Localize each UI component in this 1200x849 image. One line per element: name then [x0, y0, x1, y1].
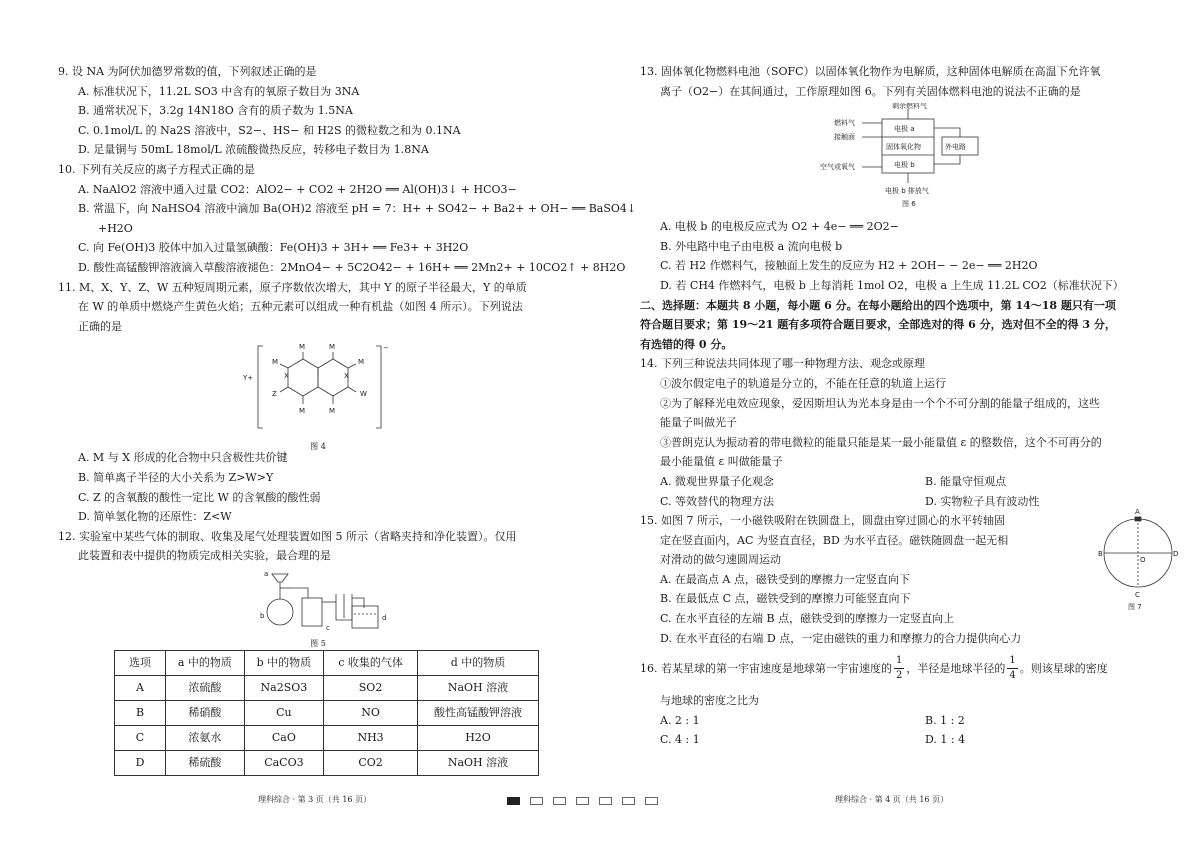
frac1-denominator: 2 — [896, 670, 903, 682]
q11-stem-line-3: 正确的是 — [78, 319, 122, 333]
table-cell: 浓硫酸 — [166, 675, 245, 700]
q12-reagent-table — [114, 650, 539, 776]
q11-option-c: C. Z 的含氧酸的酸性一定比 W 的含氧酸的酸性弱 — [78, 490, 321, 504]
q14-statement-2: ②为了解释光电效应现象，爱因斯坦认为光本身是由一个个不可分割的能量子组成的，这些 — [660, 396, 1100, 410]
q11-option-a: A. M 与 X 形成的化合物中只含极性共价键 — [78, 451, 288, 465]
q12-stem-line-1: 12. 实验室中某些气体的制取、收集及尾气处理装置如图 5 所示（省略夹持和净化装置）。仅用 — [58, 529, 517, 543]
q15-option-c: C. 在水平直径的左端 B 点，磁铁受到的摩擦力一定竖直向上 — [660, 612, 955, 626]
atom-z: Z — [272, 390, 277, 399]
table-cell: Cu — [244, 700, 323, 725]
table-cell: CO2 — [324, 750, 418, 775]
table-cell: C — [115, 725, 166, 750]
atom-m-6: M — [358, 358, 365, 367]
q13-option-d: D. 若 CH4 作燃料气，电极 b 上每消耗 1mol O2，电极 a 上生成 11.2L CO2（标准状况下） — [660, 278, 1124, 292]
table-cell: NO — [324, 700, 418, 725]
q11-stem-line-1: 11. M、X、Y、Z、W 五种短周期元素，原子序数依次增大，其中 Y 的原子半径最大，Y 的单质 — [58, 280, 527, 294]
atom-x-2: X — [344, 372, 349, 381]
anion-charge: − — [383, 344, 389, 353]
question-13 — [640, 62, 1175, 296]
fig7-label-a: A — [1135, 508, 1140, 517]
question-15 — [640, 508, 1178, 648]
q13-stem-line-1: 13. 固体氧化物燃料电池（SOFC）以固体氧化物作为电解质，这种固体电解质在高温下允许氧 — [640, 65, 1101, 78]
q14-statement-3: ③普朗克认为振动着的带电微粒的能量只能是某一最小能量值 ε 的整数倍，这个不可再分的 — [660, 435, 1102, 449]
q10-option-c: C. 向 Fe(OH)3 胶体中加入过量氢碘酸：Fe(OH)3 + 3H+ ══ Fe3+ + 3H2O — [78, 241, 469, 255]
sofc-electrode-a: 电极 a — [894, 125, 915, 134]
q13-option-c: C. 若 H2 作燃料气，接触面上发生的反应为 H2 + 2OH− − 2e− ══ 2H2O — [660, 259, 1038, 273]
atom-x-1: X — [284, 372, 289, 381]
q16-option-a: A. 2 : 1 — [660, 713, 700, 727]
fig7-label-d: D — [1173, 550, 1178, 559]
table-cell: SO2 — [324, 675, 418, 700]
atom-m-3: M — [299, 407, 306, 416]
sofc-air: 空气或氧气 — [820, 163, 855, 172]
q9-option-a: A. 标准状况下，11.2L SO3 中含有的氧原子数目为 3NA — [78, 84, 360, 98]
section-2-line-3: 有选错的得 0 分。 — [640, 337, 733, 351]
q9-option-c: C. 0.1mol/L 的 Na2S 溶液中，S2−、HS− 和 H2S 的微粒数之和为 0.1NA — [78, 123, 461, 137]
table-cell: D — [115, 750, 166, 775]
table-cell: A — [115, 675, 166, 700]
fig5-label-d: d — [382, 613, 387, 622]
frac1-numerator: 1 — [894, 654, 904, 669]
page-dot-4[interactable] — [576, 797, 589, 805]
q16-text-before: 16. 若某星球的第一宇宙速度是地球第一宇宙速度的 — [640, 661, 892, 675]
fig7-label-o: O — [1140, 556, 1146, 565]
table-cell: NaOH 溶液 — [418, 675, 539, 700]
q14-option-d: D. 实物粒子具有波动性 — [925, 494, 1040, 508]
q14-options-row-2 — [640, 492, 1175, 512]
atom-w: W — [360, 390, 367, 399]
q10-stem: 10. 下列有关反应的离子方程式正确的是 — [58, 162, 255, 176]
q9-stem: 9. 设 NA 为阿伏加德罗常数的值，下列叙述正确的是 — [58, 65, 317, 78]
fig7-label-c: C — [1135, 591, 1140, 600]
table-row — [115, 750, 539, 775]
sofc-top-label: 剩余燃料气 — [892, 103, 927, 111]
header-c: c 收集的气体 — [324, 650, 418, 675]
header-option: 选项 — [115, 650, 166, 675]
table-cell: Na2SO3 — [244, 675, 323, 700]
sofc-electrode-b: 电极 b — [894, 161, 915, 170]
figure-6-caption: 图 6 — [902, 200, 916, 209]
frac2-numerator: 1 — [1007, 654, 1017, 669]
table-cell: B — [115, 700, 166, 725]
header-a: a 中的物质 — [166, 650, 245, 675]
atom-m-2: M — [329, 343, 336, 352]
q9-option-b: B. 通常状况下，3.2g 14N18O 含有的质子数为 1.5NA — [78, 104, 353, 118]
q14-statement-3-cont: 最小能量值 ε 叫做能量子 — [660, 455, 783, 469]
atom-m-1: M — [299, 343, 306, 352]
q16-stem-line-2: 与地球的密度之比为 — [660, 694, 759, 708]
q15-option-a: A. 在最高点 A 点，磁铁受到的摩擦力一定竖直向下 — [660, 572, 910, 586]
q14-option-a: A. 微观世界量子化观念 — [660, 474, 774, 488]
q14-option-b: B. 能量守恒观点 — [925, 474, 1007, 488]
sofc-bottom-label: 电极 b 排放气 — [885, 187, 929, 196]
table-cell: 稀硝酸 — [166, 700, 245, 725]
q15-stem-line-1: 15. 如图 7 所示，一小磁铁吸附在铁圆盘上，圆盘由穿过圆心的水平转轴固 — [640, 514, 1005, 528]
table-row — [115, 725, 539, 750]
right-column — [640, 62, 1178, 750]
frac2-denominator: 4 — [1009, 670, 1016, 682]
q14-statement-2-cont: 能量子叫做光子 — [660, 416, 737, 430]
left-column — [58, 62, 637, 776]
organic-salt-structure — [58, 338, 578, 434]
table-cell: CaO — [244, 725, 323, 750]
q15-stem-line-2: 定在竖直面内，AC 为竖直直径，BD 为水平直径。磁铁随圆盘一起无相 — [660, 533, 1009, 547]
q14-statement-1: ①波尔假定电子的轨道是分立的，不能在任意的轨道上运行 — [660, 376, 946, 390]
q12-stem-line-2: 此装置和表中提供的物质完成相关实验，最合理的是 — [78, 549, 331, 563]
sofc-fuel: 燃料气 — [834, 119, 855, 128]
q16-text-after: 。则该星球的密度 — [1019, 661, 1108, 675]
q14-stem: 14. 下列三种说法共同体现了哪一种物理方法、观念或原理 — [640, 357, 925, 371]
q11-option-b: B. 简单离子半径的大小关系为 Z>W>Y — [78, 470, 274, 484]
q11-stem-line-2: 在 W 的单质中燃烧产生黄色火焰；五种元素可以组成一种有机盐（如图 4 所示）。下列说法 — [78, 300, 523, 314]
left-page-footer: 理科综合 · 第 3 页（共 16 页） — [258, 795, 372, 804]
figure-6 — [640, 103, 1175, 215]
figure-7-caption: 图 7 — [1128, 603, 1142, 612]
q14-options-row-1 — [640, 472, 1175, 492]
gas-apparatus-drawing — [58, 568, 578, 632]
question-11 — [58, 278, 578, 527]
table-row — [115, 700, 539, 725]
table-cell: CaCO3 — [244, 750, 323, 775]
q16-option-b: B. 1 : 2 — [925, 713, 965, 727]
q16-fraction-2 — [1007, 654, 1017, 683]
q10-option-a: A. NaAlO2 溶液中通入过量 CO2：AlO2− + CO2 + 2H2O ══ Al(OH)3↓ + HCO3− — [78, 182, 517, 196]
q15-option-b: B. 在最低点 C 点，磁铁受到的摩擦力可能竖直向下 — [660, 592, 911, 606]
table-cell: NaOH 溶液 — [418, 750, 539, 775]
atom-m-4: M — [329, 407, 336, 416]
page-dot-3[interactable] — [553, 797, 566, 805]
fig7-label-b: B — [1098, 550, 1103, 559]
sofc-external: 外电路 — [945, 143, 966, 152]
page-dot-1[interactable] — [507, 797, 520, 805]
q16-options-row-2 — [640, 730, 1175, 750]
figure-7-disc — [1098, 505, 1178, 615]
question-12 — [58, 527, 578, 776]
table-cell: 酸性高锰酸钾溶液 — [418, 700, 539, 725]
fig5-label-a: a — [264, 569, 269, 578]
question-16 — [640, 654, 1175, 750]
q10-option-d: D. 酸性高锰酸钾溶液滴入草酸溶液褪色：2MnO4− + 5C2O42− + 16H+ ══ 2Mn2+ + 10CO2↑ + 8H2O — [78, 260, 626, 274]
q13-option-a: A. 电极 b 的电极反应式为 O2 + 4e− ══ 2O2− — [660, 220, 899, 234]
q16-options-row-1 — [640, 711, 1175, 731]
table-cell: NH3 — [324, 725, 418, 750]
question-14 — [640, 354, 1175, 511]
figure-5-caption: 图 5 — [310, 639, 326, 649]
section-2-line-2: 符合题目要求；第 19～21 题有多项符合题目要求，全部选对的得 6 分，选对但不全的得 3 分， — [640, 318, 1116, 332]
q14-option-c: C. 等效替代的物理方法 — [660, 494, 775, 508]
atom-y-cation: Y+ — [243, 374, 254, 383]
q13-option-b: B. 外电路中电子由电极 a 流向电极 b — [660, 239, 843, 253]
sofc-diagram — [640, 103, 1175, 215]
q16-stem — [640, 654, 1175, 683]
q10-option-b: B. 常温下，向 NaHSO4 溶液中滴加 Ba(OH)2 溶液至 pH = 7：H+ + SO42− + Ba2+ + OH− ══ BaSO4↓ — [78, 202, 637, 216]
q15-stem-line-3: 对滑动的做匀速圆周运动 — [660, 553, 781, 567]
question-10 — [58, 160, 637, 278]
figure-5 — [58, 568, 578, 649]
q10-option-b-cont: +H2O — [98, 221, 133, 235]
q16-option-d: D. 1 : 4 — [925, 733, 966, 747]
sofc-contact: 接触面 — [834, 133, 855, 142]
q16-fraction-1 — [894, 654, 904, 683]
q11-option-d: D. 简单氢化物的还原性：Z<W — [78, 510, 232, 524]
table-cell: 稀硫酸 — [166, 750, 245, 775]
figure-4-caption: 图 4 — [310, 441, 326, 451]
section-2-line-1: 二、选择题：本题共 8 小题，每小题 6 分。在每小题给出的四个选项中，第 14～18 题只有一项 — [640, 298, 1116, 312]
q16-option-c: C. 4 : 1 — [660, 733, 700, 747]
sofc-electrolyte: 固体氧化物 — [886, 143, 921, 152]
fig5-label-c: c — [326, 623, 330, 632]
section-2-header — [640, 296, 1175, 355]
page-dot-2[interactable] — [530, 797, 543, 805]
table-cell: 浓氨水 — [166, 725, 245, 750]
table-header-row — [115, 650, 539, 675]
table-row — [115, 675, 539, 700]
q15-option-d: D. 在水平直径的右端 D 点，一定由磁铁的重力和摩擦力的合力提供向心力 — [660, 631, 1022, 645]
atom-m-5: M — [272, 358, 279, 367]
right-page-footer: 理科综合 · 第 4 页（共 16 页） — [835, 795, 949, 804]
header-b: b 中的物质 — [244, 650, 323, 675]
right-page — [600, 0, 1200, 849]
q13-stem-line-2: 离子（O2−）在其间通过，工作原理如图 6。下列有关固体燃料电池的说法不正确的是 — [660, 84, 1081, 98]
q9-option-d: D. 足量铜与 50mL 18mol/L 浓硫酸微热反应，转移电子数目为 1.8NA — [78, 143, 429, 157]
header-d: d 中的物质 — [418, 650, 539, 675]
figure-4 — [58, 338, 578, 451]
fig5-label-b: b — [260, 611, 265, 620]
q16-text-mid: ，半径是地球半径的 — [906, 661, 1006, 675]
table-cell: H2O — [418, 725, 539, 750]
question-9 — [58, 62, 578, 160]
